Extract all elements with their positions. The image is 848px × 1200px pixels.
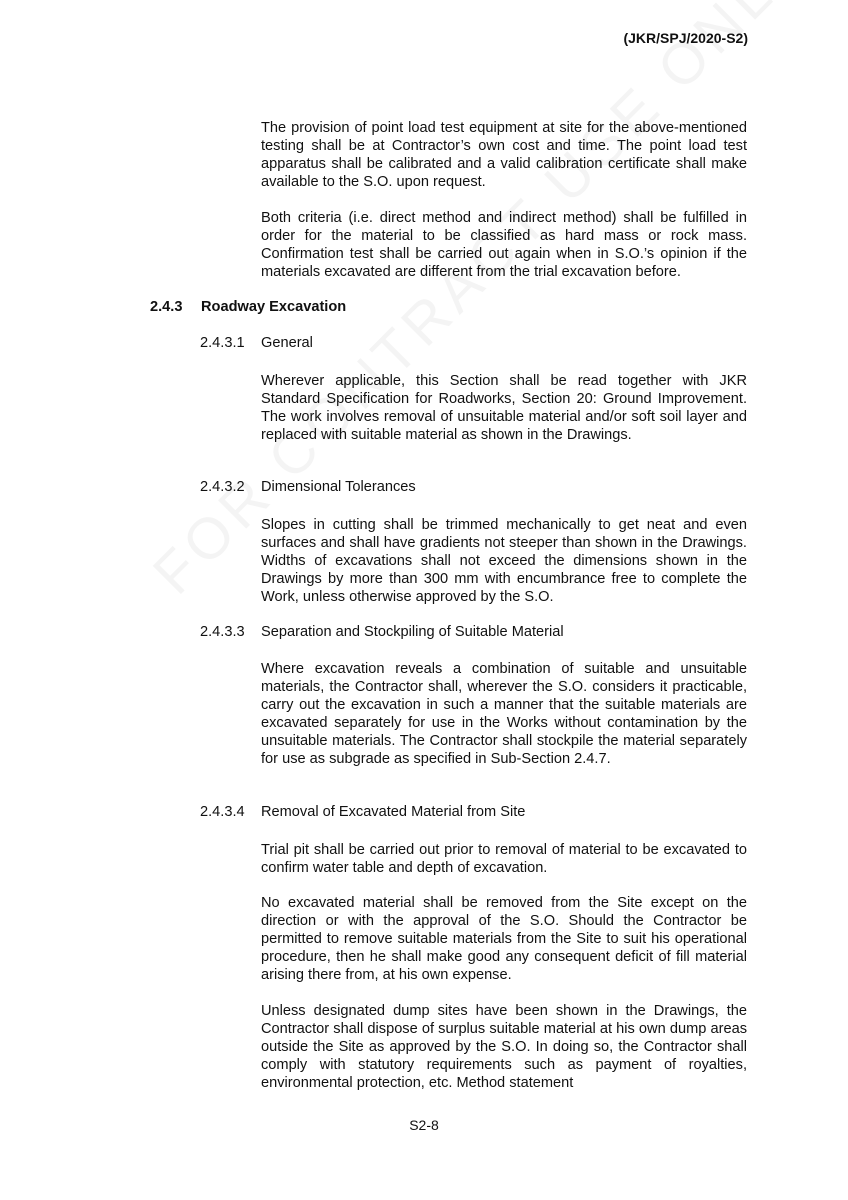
- subsection-paragraph: Where excavation reveals a combination of suitable and unsuitable materials, the Contractor shall, wherever the S.O. considers it practicable, carry out the excavation in such a manner that the suitable materials are excavated separately for use in the Works without contamination by the unsuitable materials. The Contractor shall stockpile the material separately for use as subgrade as specified in Sub-Section 2.4.7.: [261, 661, 747, 767]
- subsection-heading: [200, 335, 313, 351]
- subsection-heading: [200, 804, 525, 820]
- intro-paragraph-2: Both criteria (i.e. direct method and indirect method) shall be fulfilled in order for the material to be classified as hard mass or rock mass. Confirmation test shall be carried out again when in S.O.’s opinion if the materials excavated are different from the trial excavation before.: [261, 210, 747, 280]
- subsection-title: Separation and Stockpiling of Suitable Material: [261, 624, 564, 640]
- intro-paragraph-1: The provision of point load test equipment at site for the above-mentioned testing shall be at Contractor’s own cost and time. The point load test apparatus shall be calibrated and a valid calibration certificate shall make available to the S.O. upon request.: [261, 120, 747, 190]
- subsection-title: General: [261, 335, 313, 351]
- section-title: Roadway Excavation: [201, 299, 347, 315]
- section-number: 2.4.3: [150, 299, 183, 315]
- subsection-paragraph: Wherever applicable, this Section shall be read together with JKR Standard Specification for Roadworks, Section 20: Ground Improvement. The work involves removal of unsuitable material and/or soft soil layer and replaced with suitable material as shown in the Drawings.: [261, 373, 747, 443]
- subsection-number: 2.4.3.1: [200, 335, 245, 351]
- subsection-number: 2.4.3.2: [200, 479, 245, 495]
- subsection-number: 2.4.3.4: [200, 804, 245, 820]
- subsection-number: 2.4.3.3: [200, 624, 245, 640]
- subsection-paragraph: Slopes in cutting shall be trimmed mechanically to get neat and even surfaces and shall have gradients not steeper than shown in the Drawings. Widths of excavations shall not exceed the dimensions shown in the Drawings by more than 300 mm with encumbrance free to complete the Work, unless otherwise approved by the S.O.: [261, 517, 747, 605]
- subsection-paragraph: Trial pit shall be carried out prior to removal of material to be excavated to confirm water table and depth of excavation.: [261, 842, 747, 876]
- subsection-title: Removal of Excavated Material from Site: [261, 804, 526, 820]
- document-reference: (JKR/SPJ/2020-S2): [623, 30, 748, 46]
- subsection-heading: [200, 624, 564, 640]
- section-heading: [150, 299, 346, 315]
- subsection-heading: [200, 479, 416, 495]
- page-number: S2-8: [409, 1117, 439, 1133]
- subsection-paragraph: No excavated material shall be removed from the Site except on the direction or with the approval of the S.O. Should the Contractor be permitted to remove suitable materials from the Site to suit his operational procedure, then he shall make good any consequent deficit of fill material arising there from, at his own expense.: [261, 895, 747, 983]
- subsection-paragraph: Unless designated dump sites have been shown in the Drawings, the Contractor shall dispose of surplus suitable material at his own dump areas outside the Site as approved by the S.O. In doing so, the Contractor shall comply with statutory requirements such as payment of royalties, environmental protection, etc. Method statement: [261, 1003, 747, 1091]
- subsection-title: Dimensional Tolerances: [261, 479, 416, 495]
